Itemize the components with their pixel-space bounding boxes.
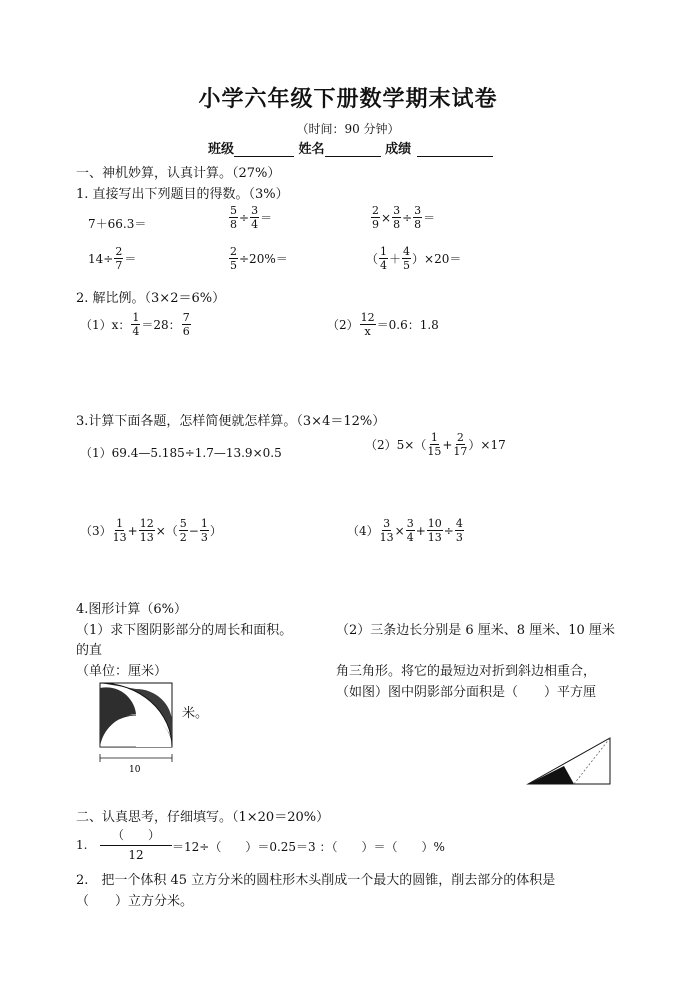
equals: ＝ (124, 252, 137, 266)
expression-text: （4） (347, 524, 379, 538)
q3-item-2 (365, 432, 506, 457)
fraction: $\frac{3}{13}$ (379, 517, 394, 544)
s2-q1-equation: ＝12÷（ ）＝0.25＝3 ：（ ）＝（ ）% (172, 840, 445, 854)
fraction: $\frac{5}{2}$ (179, 517, 187, 544)
s2-q2-line2: （ ）立方分米。 (76, 894, 194, 909)
q1-item-b (228, 205, 272, 230)
q4-part1-text: （1）求下图阴影部分的周长和面积。 (76, 623, 293, 638)
operator: + (127, 523, 138, 538)
q3-item-4 (347, 518, 465, 543)
q1-item-d (88, 246, 136, 271)
operator: − (188, 523, 199, 538)
equals: ＝ (423, 211, 436, 225)
fraction: $\frac{3}{8}$ (414, 204, 422, 231)
fraction: $\frac{4}{5}$ (403, 245, 411, 272)
student-info-line (208, 138, 493, 157)
operator: ÷ (402, 210, 413, 225)
q4-part2-line4: 米。 (182, 706, 209, 721)
q3-item-3 (80, 518, 222, 543)
operator: ×（ (155, 524, 178, 538)
score-blank[interactable] (417, 142, 493, 157)
fraction: $\frac{4}{3}$ (455, 517, 463, 544)
fraction-numerator-blank[interactable]: （ ） (100, 826, 172, 846)
fraction: $\frac{2}{5}$ (230, 245, 237, 272)
q2-item-2 (327, 312, 439, 337)
paren: ） (209, 524, 222, 538)
fraction: $\frac{7}{6}$ (182, 311, 190, 338)
section2-heading: 二、认真思考，仔细填写。（1×20＝20%） (76, 810, 330, 825)
operator: + (415, 523, 426, 538)
operator: ÷ (443, 523, 454, 538)
operator: ＋ (389, 252, 402, 266)
fraction: $\frac{1}{4}$ (132, 311, 140, 338)
q4-part2-wrap: 的直 (76, 643, 103, 658)
fraction: $\frac{12}{x}$ (360, 311, 375, 338)
fraction: $\frac{2}{9}$ (372, 204, 379, 231)
expression-text: ÷20%＝ (239, 252, 288, 266)
operator: × (381, 210, 392, 225)
fraction: $\frac{5}{8}$ (230, 204, 237, 231)
expression-text: ）×17 (468, 438, 506, 452)
folded-triangle-figure (524, 734, 614, 788)
class-blank[interactable] (234, 142, 294, 157)
fraction: $\frac{1}{13}$ (112, 517, 127, 544)
expression-text: ＝28： (141, 318, 181, 332)
score-label: 成绩 (385, 142, 412, 157)
expression-text: 14÷ (88, 251, 114, 266)
q4-part2-line1: （2）三条边长分别是 6 厘米、8 厘米、10 厘米 (336, 623, 615, 638)
q1-item-a: 7＋66.3＝ (88, 217, 147, 231)
fraction: $\frac{1}{3}$ (200, 517, 208, 544)
fraction-denominator: 12 (128, 848, 144, 862)
expression-text: （1）x： (80, 318, 131, 332)
fraction: $\frac{1}{4}$ (380, 245, 388, 272)
expression-text: （3） (80, 524, 112, 538)
s2-q2-line1: 2. 把一个体积 45 立方分米的圆柱形木头削成一个最大的圆锥，削去部分的体积是 (76, 873, 556, 888)
q4-unit-note: （单位：厘米） (76, 664, 168, 679)
q1-heading: 1. 直接写出下列题目的得数。（3%） (76, 187, 289, 202)
exam-title: 小学六年级下册数学期末试卷 (198, 86, 498, 112)
fraction: $\frac{10}{13}$ (427, 517, 442, 544)
q1-item-e (228, 246, 288, 271)
section1-heading: 一、神机妙算，认真计算。（27%） (76, 166, 281, 181)
shaded-region-figure (95, 678, 181, 774)
q4-part2-line2: 角三角形。将它的最短边对折到斜边相重合， (336, 664, 597, 679)
time-note: （时间：90 分钟） (296, 122, 400, 136)
q4-heading: 4.图形计算（6%） (76, 602, 188, 617)
operator: ÷ (239, 210, 250, 225)
q1-item-f (366, 246, 461, 271)
q3-item-1: （1）69.4—5.185÷1.7—13.9×0.5 (80, 446, 282, 460)
class-label: 班级 (208, 142, 235, 157)
s2-q1-fraction (100, 826, 172, 862)
paren: （ (366, 252, 379, 266)
q1-item-c (370, 205, 435, 230)
operator: + (442, 437, 453, 452)
fraction: $\frac{3}{4}$ (251, 204, 259, 231)
fraction: $\frac{2}{7}$ (115, 245, 123, 272)
fraction: $\frac{2}{17}$ (453, 431, 468, 458)
expression-text: ）×20＝ (412, 252, 462, 266)
expression-text: ＝0.6：1.8 (376, 318, 439, 332)
operator: × (394, 523, 405, 538)
name-blank[interactable] (325, 142, 381, 157)
q4-part2-line3: （如图）图中阴影部分面积是（ ）平方厘 (336, 685, 597, 700)
q3-heading: 3.计算下面各题，怎样简便就怎样算。（3×4＝12%） (76, 414, 386, 429)
figure-dimension-label: 10 (129, 765, 141, 774)
expression-text: （2）5×（ (365, 438, 427, 452)
q2-heading: 2. 解比例。（3×2＝6%） (76, 291, 226, 306)
fraction: $\frac{1}{15}$ (427, 431, 442, 458)
expression-text: （2） (327, 318, 359, 332)
name-label: 姓名 (298, 142, 325, 157)
fraction: $\frac{3}{8}$ (393, 204, 401, 231)
equals: ＝ (260, 211, 273, 225)
fraction: $\frac{3}{4}$ (406, 517, 414, 544)
q2-item-1 (80, 312, 192, 337)
s2-q1-number: 1. (76, 838, 88, 852)
fraction: $\frac{12}{13}$ (139, 517, 154, 544)
